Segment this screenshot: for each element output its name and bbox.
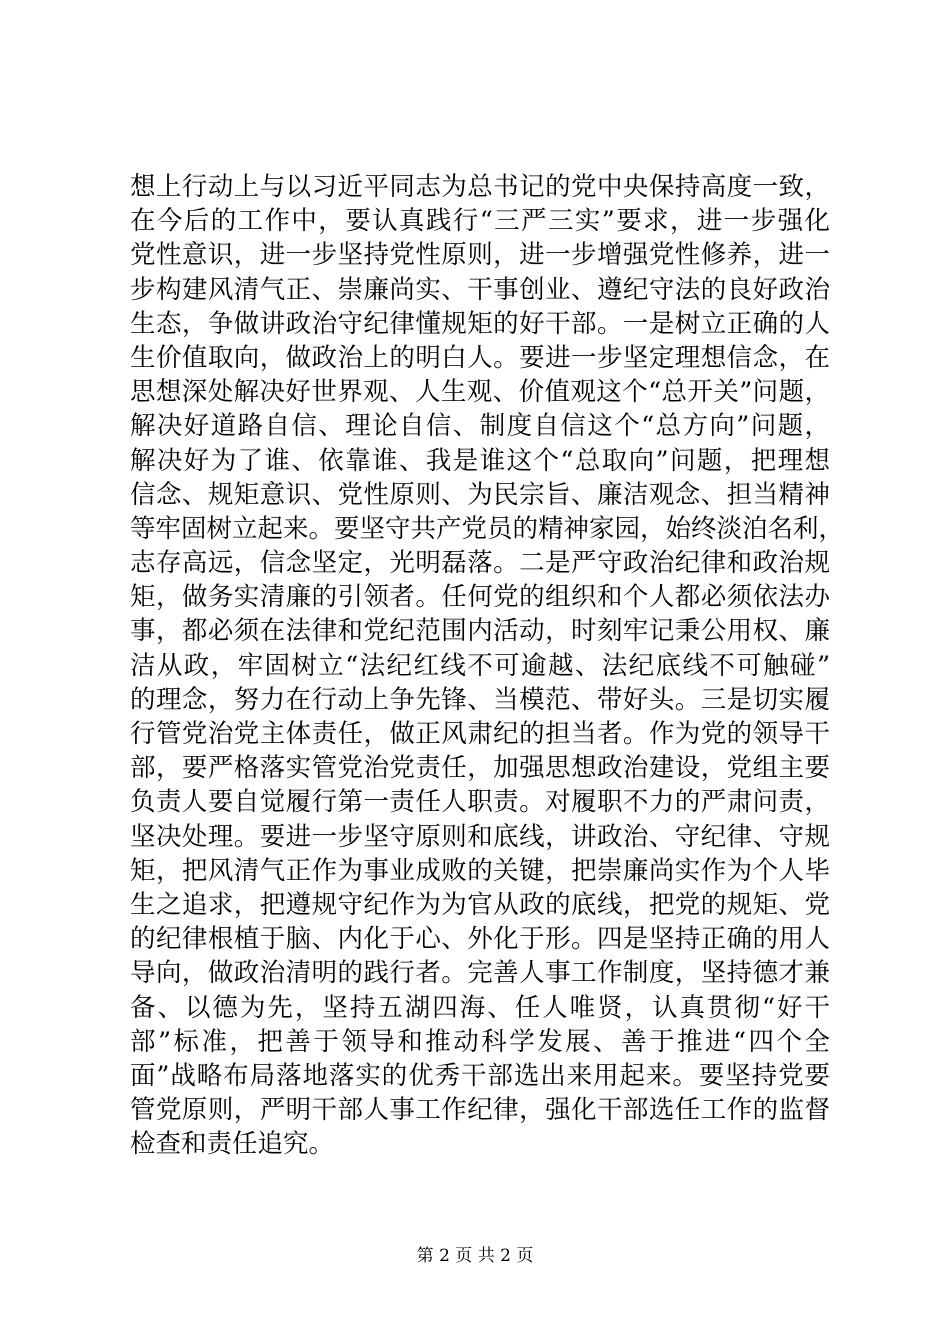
text-line: 坚决处理。要进一步坚守原则和底线，讲政治、守纪律、守规 — [130, 821, 830, 852]
text-line: 解决好道路自信、理论自信、制度自信这个“总方向”问题， — [130, 411, 830, 442]
text-line: 生之追求，把遵规守纪作为为官从政的底线，把党的规矩、党 — [130, 889, 830, 920]
text-line: 的理念，努力在行动上争先锋、当模范、带好头。三是切实履 — [130, 684, 830, 715]
text-line: 洁从政，牢固树立“法纪红线不可逾越、法纪底线不可触碰” — [130, 650, 830, 681]
text-line: 部”标准，把善于领导和推动科学发展、善于推进“四个全 — [130, 1026, 830, 1057]
text-line: 的纪律根植于脑、内化于心、外化于形。四是坚持正确的用人 — [130, 924, 830, 955]
text-line: 步构建风清气正、崇廉尚实、干事创业、遵纪守法的良好政治 — [130, 274, 830, 305]
text-line: 事，都必须在法律和党纪范围内活动，时刻牢记秉公用权、廉 — [130, 616, 830, 647]
text-line: 在今后的工作中，要认真践行“三严三实”要求，进一步强化 — [130, 206, 830, 237]
text-line: 管党原则，严明干部人事工作纪律，强化干部选任工作的监督 — [130, 1095, 830, 1126]
text-line: 矩，做务实清廉的引领者。任何党的组织和个人都必须依法办 — [130, 582, 830, 613]
text-line: 想上行动上与以习近平同志为总书记的党中央保持高度一致， — [130, 172, 830, 202]
text-line: 部，要严格落实管党治党责任，加强思想政治建设，党组主要 — [130, 753, 830, 784]
text-line: 矩，把风清气正作为事业成败的关键，把崇廉尚实作为个人毕 — [130, 855, 830, 886]
text-line: 思想深处解决好世界观、人生观、价值观这个“总开关”问题， — [130, 377, 830, 408]
text-line: 备、以德为先，坚持五湖四海、任人唯贤，认真贯彻“好干 — [130, 992, 830, 1023]
text-line: 面”战略布局落地落实的优秀干部选出来用起来。要坚持党要 — [130, 1060, 830, 1091]
text-line: 解决好为了谁、依靠谁、我是谁这个“总取向”问题，把理想 — [130, 445, 830, 476]
text-line: 生态，争做讲政治守纪律懂规矩的好干部。一是树立正确的人 — [130, 308, 830, 339]
text-line: 信念、规矩意识、党性原则、为民宗旨、廉洁观念、担当精神 — [130, 479, 830, 510]
page-number-footer: 第 2 页 共 2 页 — [416, 1246, 534, 1266]
text-line: 志存高远，信念坚定，光明磊落。二是严守政治纪律和政治规 — [130, 548, 830, 579]
text-line: 导向，做政治清明的践行者。完善人事工作制度，坚持德才兼 — [130, 958, 830, 989]
text-line: 行管党治党主体责任，做正风肃纪的担当者。作为党的领导干 — [130, 719, 830, 749]
text-line: 检查和责任追究。 — [130, 1129, 335, 1160]
text-line: 等牢固树立起来。要坚守共产党员的精神家园，始终淡泊名利， — [130, 513, 845, 544]
text-line: 生价值取向，做政治上的明白人。要进一步坚定理想信念，在 — [130, 342, 830, 373]
document-body — [130, 170, 845, 1161]
text-line: 负责人要自觉履行第一责任人职责。对履职不力的严肃问责， — [130, 787, 830, 818]
text-line: 党性意识，进一步坚持党性原则，进一步增强党性修养，进一 — [130, 240, 830, 271]
